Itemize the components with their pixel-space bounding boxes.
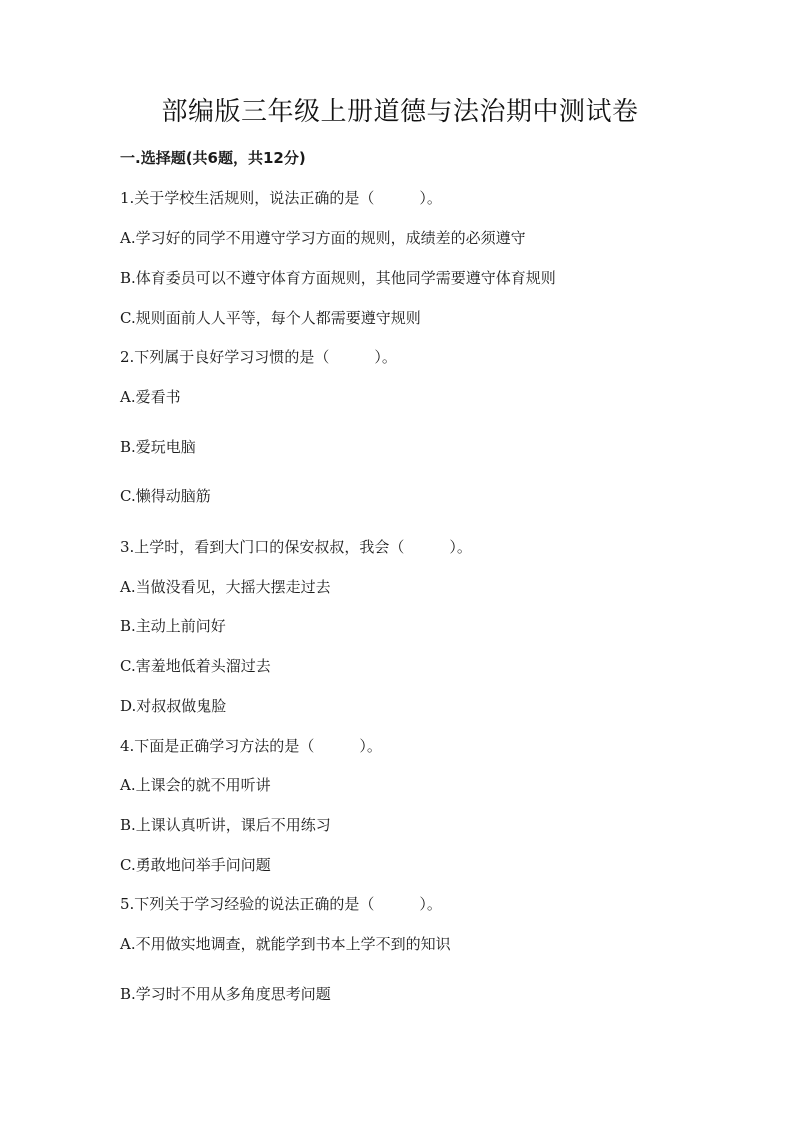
question-4-option-b: B.上课认真听讲，课后不用练习 xyxy=(120,816,331,834)
question-4-option-a: A.上课会的就不用听讲 xyxy=(120,776,271,794)
question-2-option-c: C.懒得动脑筋 xyxy=(120,487,211,505)
question-2-stem: 2.下列属于良好学习习惯的是（ ）。 xyxy=(120,348,397,366)
question-3-option-c: C.害羞地低着头溜过去 xyxy=(120,657,271,675)
question-1-stem: 1.关于学校生活规则，说法正确的是（ ）。 xyxy=(120,189,442,207)
question-1-option-c: C.规则面前人人平等，每个人都需要遵守规则 xyxy=(120,309,421,327)
question-3-option-b: B.主动上前问好 xyxy=(120,617,226,635)
question-5-stem: 5.下列关于学习经验的说法正确的是（ ）。 xyxy=(120,895,442,913)
question-2-option-a: A.爱看书 xyxy=(120,388,181,406)
question-5-option-b: B.学习时不用从多角度思考问题 xyxy=(120,985,331,1003)
question-3-stem: 3.上学时，看到大门口的保安叔叔，我会（ ）。 xyxy=(120,538,472,556)
exam-title: 部编版三年级上册道德与法治期中测试卷 xyxy=(161,97,639,127)
question-1-option-a: A.学习好的同学不用遵守学习方面的规则，成绩差的必须遵守 xyxy=(120,229,526,247)
section-heading: 一.选择题(共6题，共12分) xyxy=(120,149,306,167)
question-3-option-a: A.当做没看见，大摇大摆走过去 xyxy=(120,578,331,596)
question-4-stem: 4.下面是正确学习方法的是（ ）。 xyxy=(120,737,382,755)
question-3-option-d: D.对叔叔做鬼脸 xyxy=(120,697,227,715)
question-1-option-b: B.体育委员可以不遵守体育方面规则，其他同学需要遵守体育规则 xyxy=(120,269,556,287)
question-4-option-c: C.勇敢地问举手问问题 xyxy=(120,856,271,874)
question-2-option-b: B.爱玩电脑 xyxy=(120,438,196,456)
question-5-option-a: A.不用做实地调查，就能学到书本上学不到的知识 xyxy=(120,935,451,953)
